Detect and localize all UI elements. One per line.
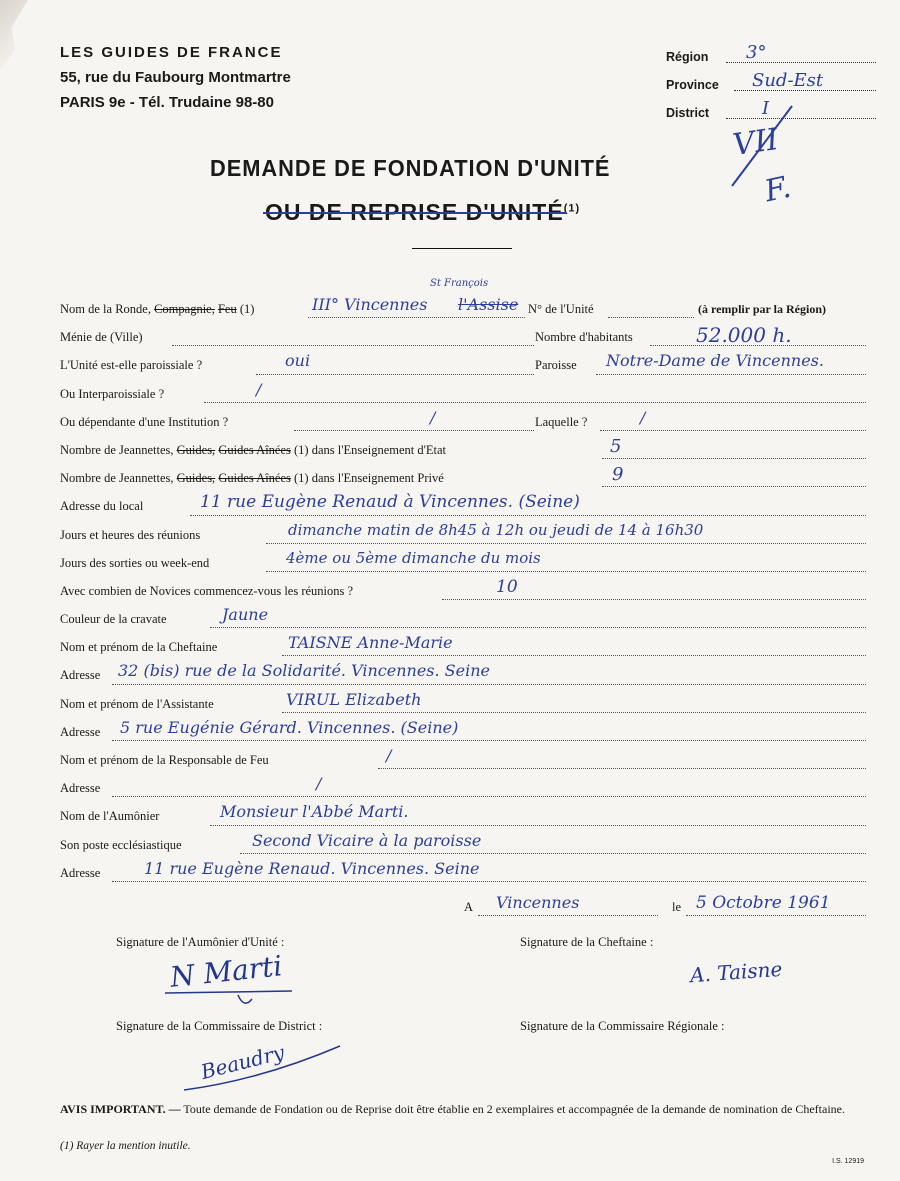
responsable-feu-label: Nom et prénom de la Responsable de Feu <box>60 753 269 767</box>
district-signature-flourish <box>180 1040 350 1100</box>
adresse-aumonier-label: Adresse <box>60 865 101 880</box>
habitants-label: Nombre d'habitants <box>535 330 633 345</box>
local-label: Adresse du local <box>60 499 144 514</box>
subtitle-text: OU DE REPRISE D'UNITÉ <box>265 199 564 225</box>
form-code: I.S. 12919 <box>832 1158 864 1165</box>
field-sorties <box>60 550 866 578</box>
field-institution <box>60 409 866 437</box>
ronde-struck-feu: Feu <box>217 302 237 316</box>
adresse-cheftaine-label: Adresse <box>60 668 101 683</box>
laquelle-value[interactable]: / <box>640 407 646 427</box>
notice-text: Toute demande de Fondation ou de Reprise doit être établie en 2 exemplaires et accompagnée de la demande de nomination de Cheftaine. <box>183 1102 845 1116</box>
ronde-value-struck: l'Assise <box>458 295 519 314</box>
field-enseignement-etat <box>60 437 866 465</box>
field-enseignement-prive <box>60 465 866 493</box>
field-aumonier <box>60 803 866 831</box>
cheftaine-signature[interactable]: A. Taisne <box>689 956 783 988</box>
etat-label-b: (1) dans l'Enseignement d'Etat <box>294 442 447 457</box>
paroissiale-label: L'Unité est-elle paroissiale ? <box>60 358 203 373</box>
field-adresse-cheftaine <box>60 662 866 690</box>
aumonier-signature-label: Signature de l'Aumônier d'Unité : <box>116 935 285 949</box>
form-fields <box>60 278 866 922</box>
ronde-struck-compagnie: Compagnie, <box>154 302 215 316</box>
date-label: le <box>672 899 682 914</box>
field-cravate <box>60 606 866 634</box>
adresse-cheftaine-value[interactable]: 32 (bis) rue de la Solidarité. Vincennes. Seine <box>118 661 490 681</box>
torn-corner <box>0 0 28 70</box>
paroisse-label: Paroisse <box>535 358 577 373</box>
prive-label-a: Nombre de Jeannettes, <box>60 471 174 486</box>
aumonier-value[interactable]: Monsieur l'Abbé Marti. <box>220 802 409 822</box>
district-label: District <box>666 106 710 120</box>
field-responsable-feu <box>60 747 866 775</box>
reunions-value[interactable]: dimanche matin de 8h45 à 12h ou jeudi de 14 à 16h30 <box>288 520 704 539</box>
cheftaine-signature-label: Signature de la Cheftaine : <box>520 935 654 949</box>
interparoissiale-label: Ou Interparoissiale ? <box>60 386 165 401</box>
poste-value[interactable]: Second Vicaire à la paroisse <box>252 830 482 850</box>
adresse-assistante-label: Adresse <box>60 724 101 739</box>
cravate-label: Couleur de la cravate <box>60 612 167 627</box>
aumonier-label: Nom de l'Aumônier <box>60 809 160 824</box>
prive-value[interactable]: 9 <box>612 464 624 486</box>
prive-label-b: (1) dans l'Enseignement Privé <box>294 471 444 486</box>
margin-mark-f: F. <box>761 169 795 210</box>
org-name: LES GUIDES DE FRANCE <box>60 44 283 61</box>
local-value[interactable]: 11 rue Eugène Renaud à Vincennes. (Seine) <box>200 492 580 513</box>
institution-value[interactable]: / <box>430 407 436 427</box>
aumonier-signature[interactable]: N Marti <box>168 949 284 994</box>
laquelle-label: Laquelle ? <box>535 414 588 429</box>
prive-struck-guides: Guides, <box>176 471 216 486</box>
ronde-value[interactable]: III° Vincennes <box>312 295 428 314</box>
field-paroissiale <box>60 352 866 380</box>
footnote: (1) Rayer la mention inutile. <box>60 1140 191 1152</box>
notice-heading: AVIS IMPORTANT. — <box>60 1102 181 1116</box>
ronde-note: (1) <box>239 302 255 316</box>
aumonier-signature-flourish <box>160 985 300 1015</box>
regionale-signature-label: Signature de la Commissaire Régionale : <box>520 1019 725 1033</box>
field-local <box>60 493 866 521</box>
field-assistante <box>60 691 866 719</box>
important-notice <box>60 1102 866 1116</box>
field-interparoissiale <box>60 381 866 409</box>
ronde-label: Nom de la Ronde, <box>60 302 151 316</box>
cheftaine-label: Nom et prénom de la Cheftaine <box>60 640 218 655</box>
adresse-feu-label: Adresse <box>60 781 101 796</box>
district-signature-label: Signature de la Commissaire de District : <box>116 1019 323 1033</box>
field-poste <box>60 832 866 860</box>
district-value: I <box>762 98 770 119</box>
title-rule <box>412 248 512 249</box>
adresse-assistante-value[interactable]: 5 rue Eugénie Gérard. Vincennes. (Seine) <box>120 717 459 737</box>
novices-value[interactable]: 10 <box>496 576 518 597</box>
field-adresse-aumonier <box>60 860 866 888</box>
etat-struck-guides: Guides, <box>176 442 216 457</box>
poste-label: Son poste ecclésiastique <box>60 837 182 852</box>
field-cheftaine <box>60 634 866 662</box>
form-title: DEMANDE DE FONDATION D'UNITÉ <box>210 155 611 181</box>
field-reunions <box>60 522 866 550</box>
adresse-feu-value[interactable]: / <box>316 774 322 794</box>
novices-label: Avec combien de Novices commencez-vous les réunions ? <box>60 583 354 598</box>
ronde-insert: St François <box>430 278 489 289</box>
org-city-phone: PARIS 9e - Tél. Trudaine 98-80 <box>60 94 274 111</box>
etat-struck-ainees: Guides Aînées <box>218 442 291 457</box>
sorties-label: Jours des sorties ou week-end <box>60 555 210 570</box>
region-label: Région <box>666 50 709 64</box>
menie-label: Ménie de (Ville) <box>60 330 143 345</box>
etat-label-a: Nombre de Jeannettes, <box>60 442 174 457</box>
subtitle-note: (1) <box>563 202 581 215</box>
sorties-value[interactable]: 4ème ou 5ème dimanche du mois <box>286 548 541 567</box>
margin-slash-marks <box>720 100 810 190</box>
etat-value[interactable]: 5 <box>610 435 622 457</box>
prive-struck-ainees: Guides Aînées <box>218 471 291 486</box>
cheftaine-value[interactable]: TAISNE Anne-Marie <box>288 633 453 653</box>
organization-header <box>60 40 291 115</box>
assistante-label: Nom et prénom de l'Assistante <box>60 696 214 711</box>
field-menie <box>60 324 866 352</box>
unit-number-label: N° de l'Unité <box>528 302 594 316</box>
habitants-value[interactable]: 52.000 h. <box>696 323 792 348</box>
assistante-value[interactable]: VIRUL Elizabeth <box>286 689 422 709</box>
institution-label: Ou dépendante d'une Institution ? <box>60 414 229 429</box>
responsable-feu-value[interactable]: / <box>386 746 392 765</box>
province-label: Province <box>666 78 719 92</box>
field-novices <box>60 578 866 606</box>
field-adresse-feu <box>60 775 866 803</box>
place-label: A <box>464 899 474 914</box>
form-subtitle <box>265 199 580 226</box>
interparoissiale-value[interactable]: / <box>256 379 262 399</box>
district-signature[interactable]: Beaudry <box>198 1040 287 1084</box>
province-value: Sud-Est <box>752 70 824 91</box>
field-ronde <box>60 278 866 324</box>
adresse-aumonier-value[interactable]: 11 rue Eugène Renaud. Vincennes. Seine <box>144 858 480 878</box>
margin-mark-vii: VII <box>730 122 781 163</box>
reunions-label: Jours et heures des réunions <box>60 527 201 542</box>
paroissiale-value[interactable]: oui <box>285 351 311 371</box>
region-value: 3° <box>746 42 767 63</box>
cravate-value[interactable]: Jaune <box>222 605 269 625</box>
unit-number-hint: (à remplir par la Région) <box>698 302 826 316</box>
field-adresse-assistante <box>60 719 866 747</box>
date-value[interactable]: 5 Octobre 1961 <box>696 892 831 913</box>
field-lieu-date <box>60 894 866 922</box>
paroisse-value[interactable]: Notre-Dame de Vincennes. <box>606 351 824 371</box>
place-value[interactable]: Vincennes <box>496 892 580 912</box>
org-address: 55, rue du Faubourg Montmartre <box>60 69 291 86</box>
